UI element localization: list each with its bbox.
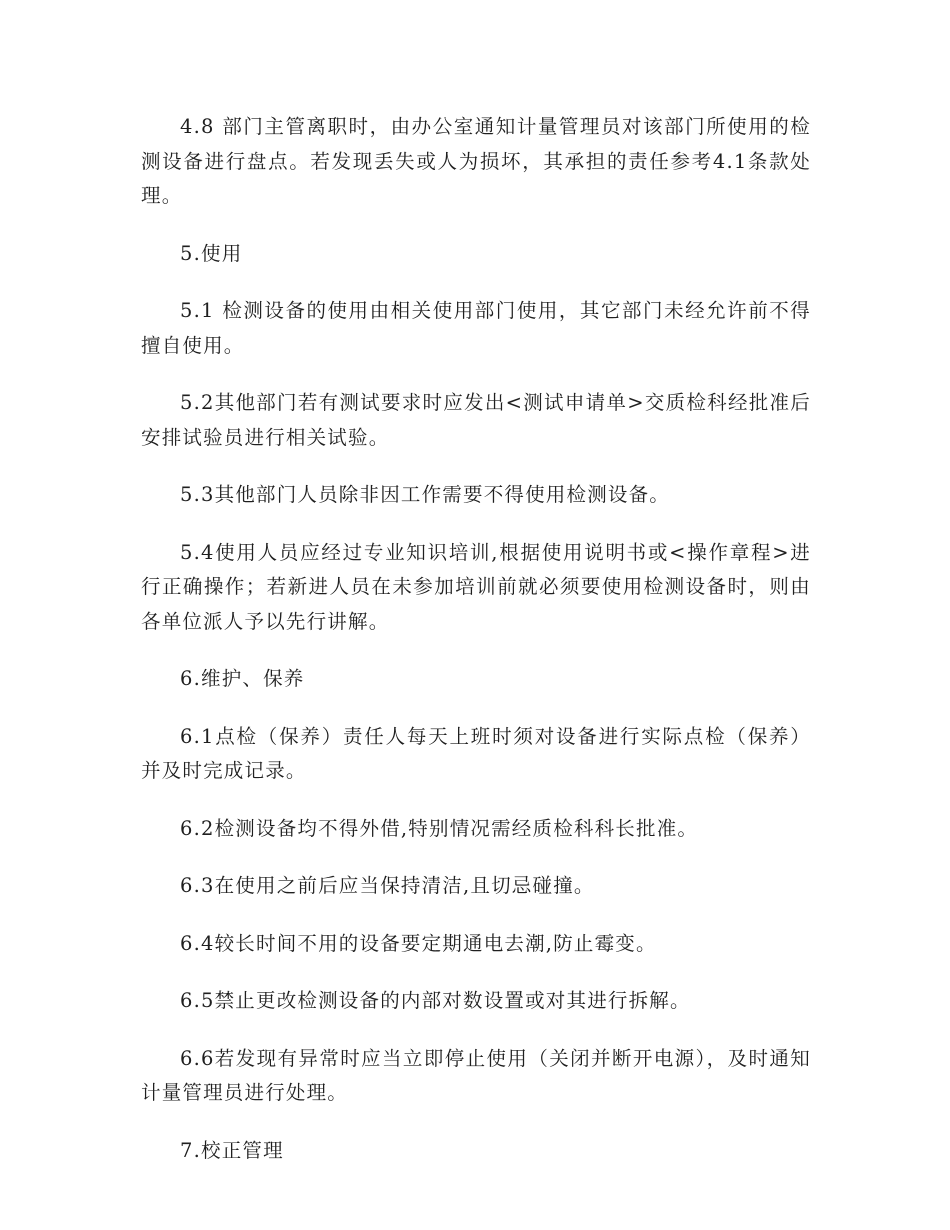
paragraph-6-2: 6.2检测设备均不得外借,特别情况需经质检科科长批准。 xyxy=(180,816,699,840)
section-heading-5: 5.使用 xyxy=(180,241,243,265)
paragraph-5-3: 5.3其他部门人员除非因工作需要不得使用检测设备。 xyxy=(180,483,671,506)
paragraph-6-3: 6.3在使用之前后应当保持清洁,且切忌碰撞。 xyxy=(180,874,595,897)
section-heading-6: 6.维护、保养 xyxy=(180,667,305,690)
paragraph-6-6: 6.6若发现有异常时应当立即停止使用（关闭并断开电源），及时通知计量管理员进行处理。 xyxy=(141,1046,811,1104)
paragraph-4-8: 4.8 部门主管离职时，由办公室通知计量管理员对该部门所使用的检测设备进行盘点。若发现丢失或人为损坏，其承担的责任参考4.1条款处理。 xyxy=(141,115,811,207)
paragraph-5-1: 5.1 检测设备的使用由相关使用部门使用，其它部门未经允许前不得擅自使用。 xyxy=(141,299,811,357)
paragraph-6-1: 6.1点检（保养）责任人每天上班时须对设备进行实际点检（保养）并及时完成记录。 xyxy=(141,724,811,782)
paragraph-5-2: 5.2其他部门若有测试要求时应发出<测试申请单>交质检科经批准后安排试验员进行相关试验。 xyxy=(141,391,811,449)
paragraph-6-4: 6.4较长时间不用的设备要定期通电去潮,防止霉变。 xyxy=(180,931,657,955)
document-body xyxy=(141,110,811,1191)
section-heading-7: 7.校正管理 xyxy=(180,1138,284,1162)
paragraph-5-4: 5.4使用人员应经过专业知识培训,根据使用说明书或<操作章程>进行正确操作；若新进人员在未参加培训前就必须要使用检测设备时，则由各单位派人予以先行讲解。 xyxy=(141,540,811,633)
paragraph-6-5: 6.5禁止更改检测设备的内部对数设置或对其进行拆解。 xyxy=(180,989,691,1012)
